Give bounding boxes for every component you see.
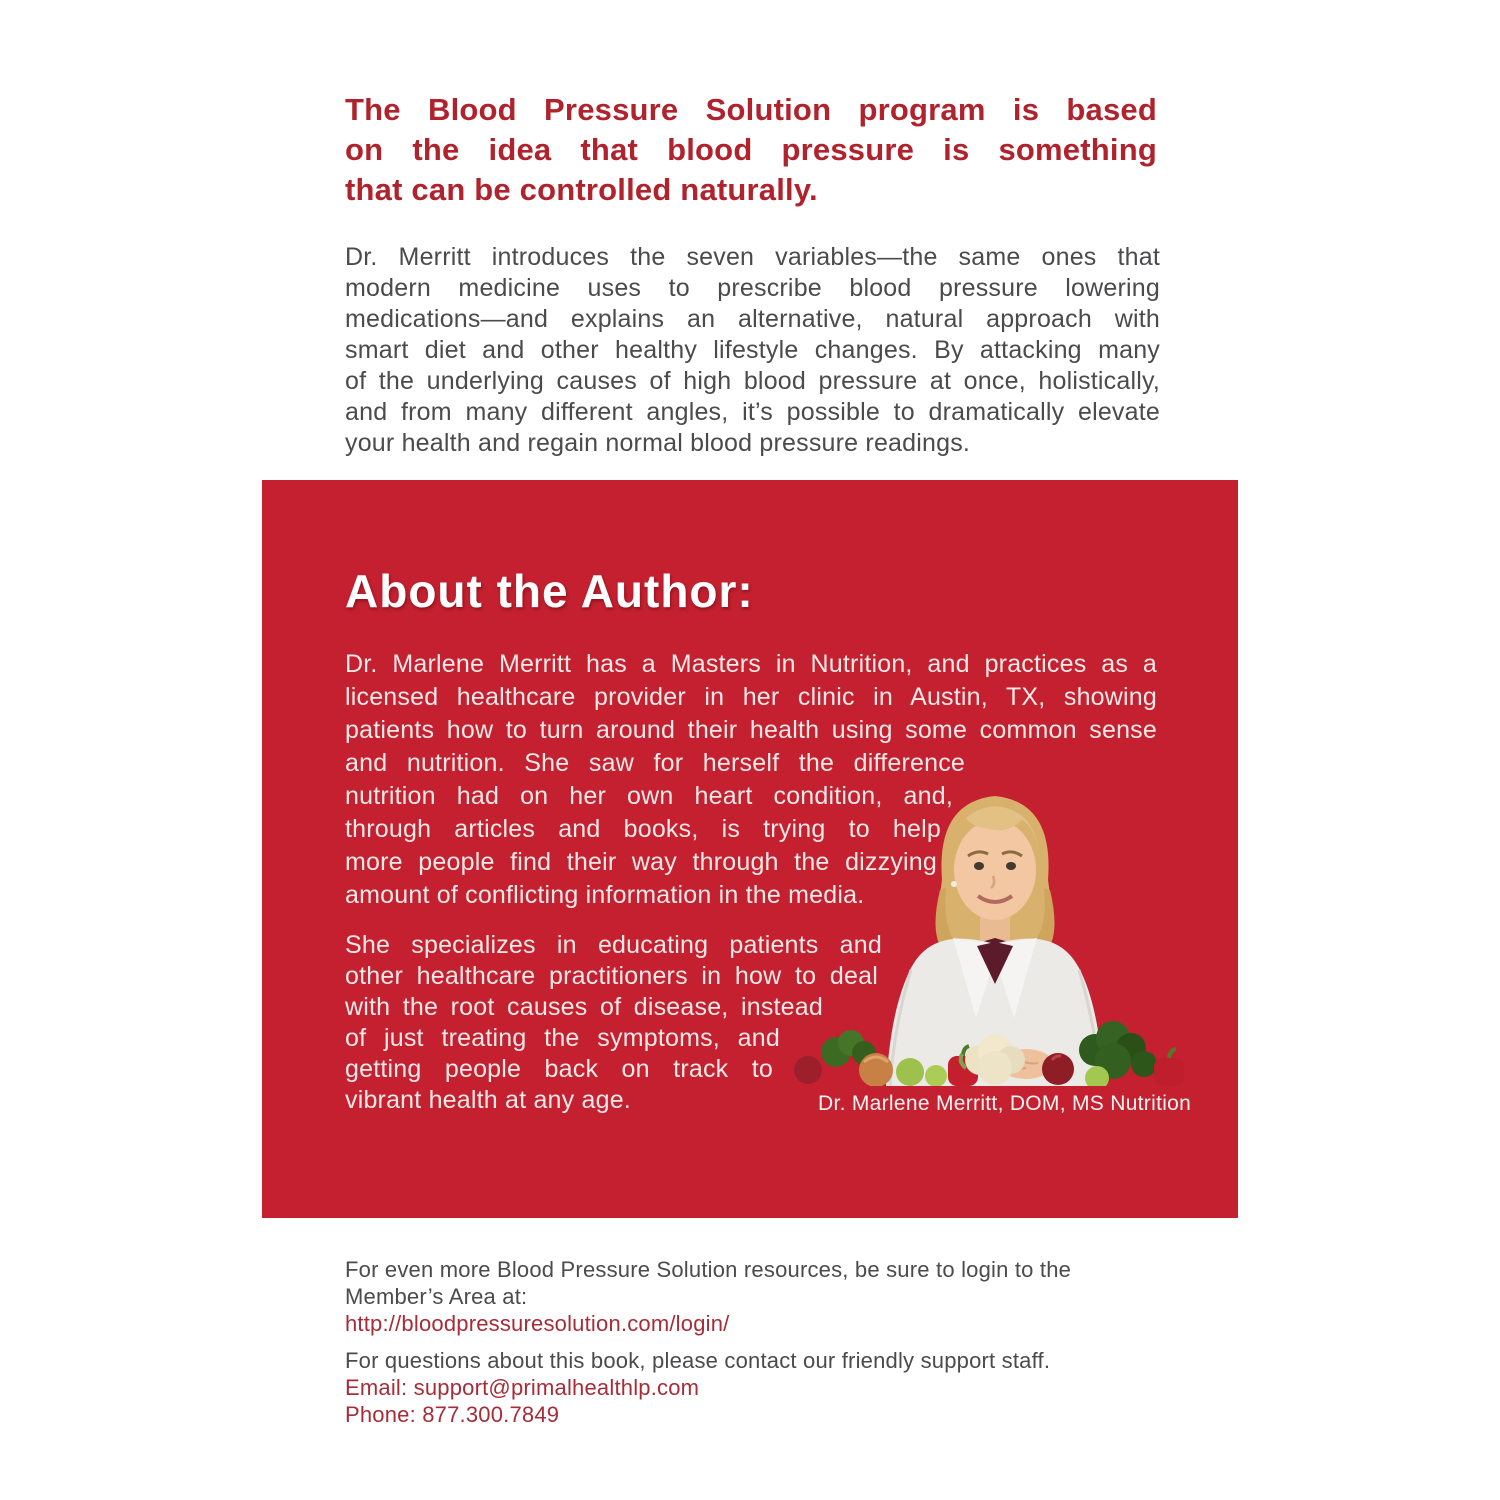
spacer — [345, 1337, 1160, 1347]
questions-line: For questions about this book, please contact our friendly support staff. — [345, 1348, 1051, 1373]
author-photo-image — [790, 780, 1200, 1086]
about-line: amount of conflicting information in the media. — [345, 881, 865, 909]
support-phone-link[interactable]: Phone: 877.300.7849 — [345, 1402, 560, 1427]
about-line: through articles and books, is trying to help — [345, 815, 941, 843]
about-line: with the root causes of disease, instead — [345, 993, 823, 1021]
about-line: licensed healthcare provider in her clinic in Austin, TX, showing — [345, 683, 1157, 711]
support-email-link[interactable]: Email: support@primalhealthlp.com — [345, 1375, 700, 1400]
about-line: patients how to turn around their health using some common sense — [345, 716, 1157, 744]
page-title — [345, 90, 1157, 210]
intro-line: smart diet and other healthy lifestyle changes. By attacking many — [345, 336, 1160, 364]
footer-contact-block — [345, 1256, 1160, 1428]
intro-line: Dr. Merritt introduces the seven variables—the same ones that — [345, 243, 1160, 271]
intro-line: modern medicine uses to prescribe blood pressure lowering — [345, 274, 1160, 302]
about-line: of just treating the symptoms, and — [345, 1024, 780, 1052]
about-line: She specializes in educating patients and — [345, 931, 882, 959]
member-area-url-link[interactable]: http://bloodpressuresolution.com/login/ — [345, 1311, 730, 1336]
headline-line: on the idea that blood pressure is something — [345, 132, 1157, 167]
about-line: Dr. Marlene Merritt has a Masters in Nutrition, and practices as a — [345, 650, 1157, 678]
intro-paragraph — [345, 242, 1160, 459]
resources-line: Member’s Area at: — [345, 1284, 528, 1309]
resources-line: For even more Blood Pressure Solution resources, be sure to login to the — [345, 1257, 1072, 1282]
about-line: more people find their way through the dizzying — [345, 848, 937, 876]
about-line: vibrant health at any age. — [345, 1086, 631, 1114]
intro-line: of the underlying causes of high blood pressure at once, holistically, — [345, 367, 1160, 395]
photo-caption: Dr. Marlene Merritt, DOM, MS Nutrition — [818, 1092, 1192, 1115]
headline-line: that can be controlled naturally. — [345, 172, 818, 207]
author-photo — [790, 780, 1200, 1086]
intro-line: medications—and explains an alternative, natural approach with — [345, 305, 1160, 333]
about-line: nutrition had on her own heart condition, and, — [345, 782, 953, 810]
intro-line: and from many different angles, it’s possible to dramatically elevate — [345, 398, 1160, 426]
about-line: other healthcare practitioners in how to deal — [345, 962, 878, 990]
intro-line: your health and regain normal blood pressure readings. — [345, 429, 971, 457]
about-author-panel — [262, 480, 1238, 1218]
about-author-heading: About the Author: — [345, 565, 754, 617]
headline-line: The Blood Pressure Solution program is based — [345, 92, 1157, 127]
about-line: getting people back on track to — [345, 1055, 773, 1083]
about-line: and nutrition. She saw for herself the difference — [345, 749, 965, 777]
